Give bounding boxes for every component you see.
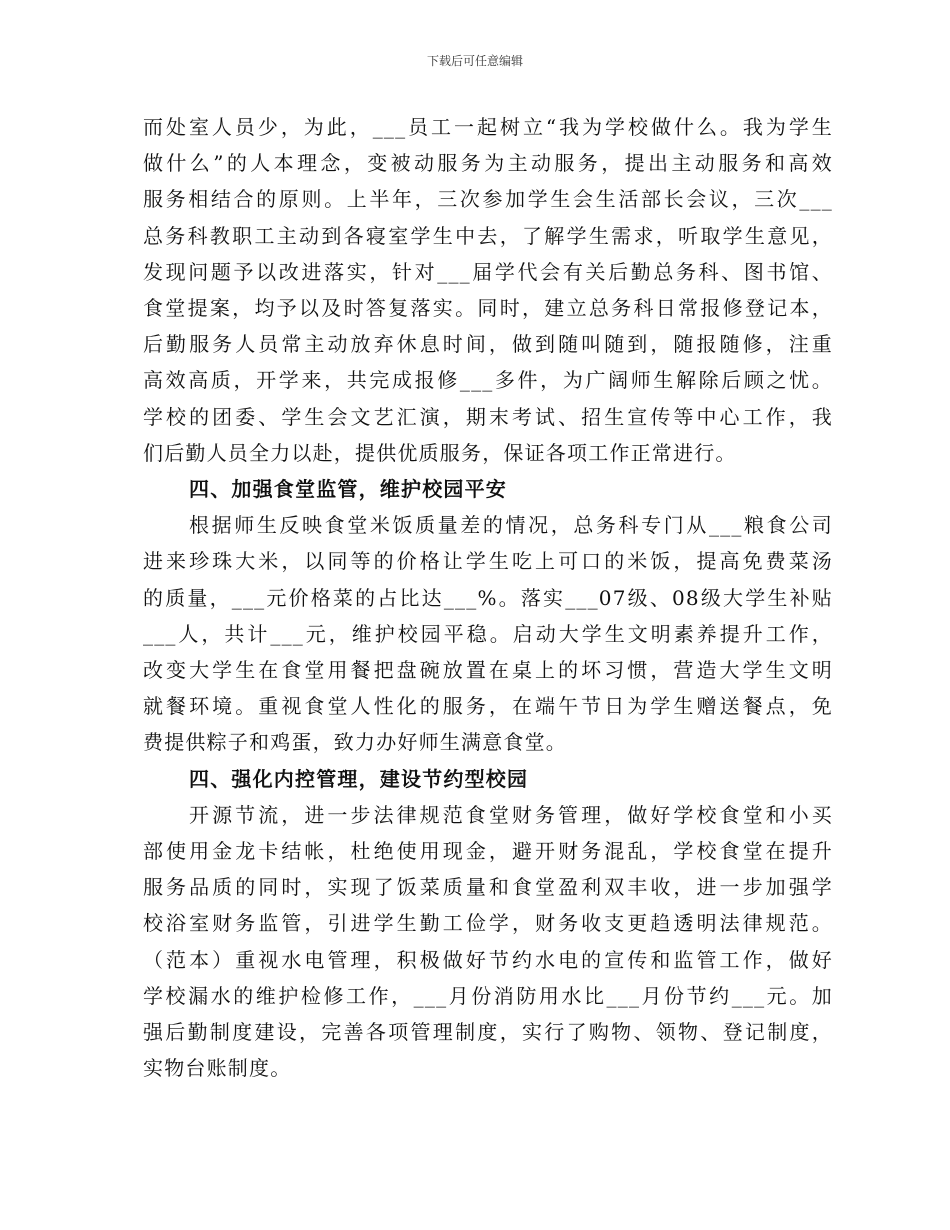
paragraph-internal-control [143, 797, 833, 1087]
text-line: 进来珍珠大米，以同等的价格让学生吃上可口的米饭，提高免费菜汤 [143, 549, 833, 574]
page-header: 下载后可任意编辑 [426, 54, 523, 68]
text-line: 学校的团委、学生会文艺汇演，期末考试、招生宣传等中心工作，我 [143, 404, 833, 429]
section-heading-internal-control: 四、强化内控管理，建设节约型校园 [189, 766, 529, 791]
text-line: 而处室人员少，为此，___员工一起树立“我为学校做什么。我为学生 [143, 115, 833, 139]
text-line: 做什么”的人本理念，变被动服务为主动服务，提出主动服务和高效 [143, 151, 833, 176]
text-line: 开源节流，进一步法律规范食堂财务管理，做好学校食堂和小买 [189, 802, 833, 827]
section-heading-canteen: 四、加强食堂监管，维护校园平安 [189, 477, 507, 502]
text-line: 校浴室财务监管，引进学生勤工俭学，财务收支更趋透明法律规范。 [143, 911, 833, 936]
text-line: 根据师生反映食堂米饭质量差的情况，总务科专门从___粮食公司 [189, 513, 833, 538]
document-body [143, 109, 833, 1086]
text-line: 服务相结合的原则。上半年，三次参加学生会生活部长会议，三次___ [143, 187, 833, 212]
text-line: 服务品质的同时，实现了饭菜质量和食堂盈利双丰收，进一步加强学 [143, 875, 833, 900]
text-line: 部使用金龙卡结帐，杜绝使用现金，避开财务混乱，学校食堂在提升 [143, 839, 833, 864]
text-line: 实物台账制度。 [143, 1056, 292, 1081]
text-line: 食堂提案，均予以及时答复落实。同时，建立总务科日常报修登记本， [143, 296, 833, 321]
text-line: （范本）重视水电管理，积极做好节约水电的宣传和监管工作，做好 [143, 947, 833, 972]
text-line: 就餐环境。重视食堂人性化的服务，在端午节日为学生赠送餐点，免 [143, 694, 833, 719]
text-line: 改变大学生在食堂用餐把盘碗放置在桌上的坏习惯，营造大学生文明 [143, 658, 833, 683]
text-line: 发现问题予以改进落实，针对___届学代会有关后勤总务科、图书馆、 [143, 259, 833, 284]
text-line: ___人，共计___元，维护校园平稳。启动大学生文明素养提升工作， [143, 621, 833, 646]
text-line: 们后勤人员全力以赴，提供优质服务，保证各项工作正常进行。 [143, 440, 737, 465]
text-line: 强后勤制度建设，完善各项管理制度，实行了购物、领物、登记制度， [143, 1020, 833, 1045]
paragraph-service [143, 109, 833, 471]
text-line: 总务科教职工主动到各寝室学生中去，了解学生需求，听取学生意见， [143, 223, 833, 248]
paragraph-canteen [143, 507, 833, 760]
text-line: 的质量，___元价格菜的占比达___%。落实___07级、08级大学生补贴 [143, 585, 833, 610]
text-line: 高效高质，开学来，共完成报修___多件，为广阔师生解除后顾之忧。 [143, 368, 833, 393]
text-line: 费提供粽子和鸡蛋，致力办好师生满意食堂。 [143, 730, 567, 755]
text-line: 学校漏水的维护检修工作，___月份消防用水比___月份节约___元。加 [143, 983, 833, 1008]
text-line: 后勤服务人员常主动放弃休息时间，做到随叫随到，随报随修，注重 [143, 332, 833, 357]
